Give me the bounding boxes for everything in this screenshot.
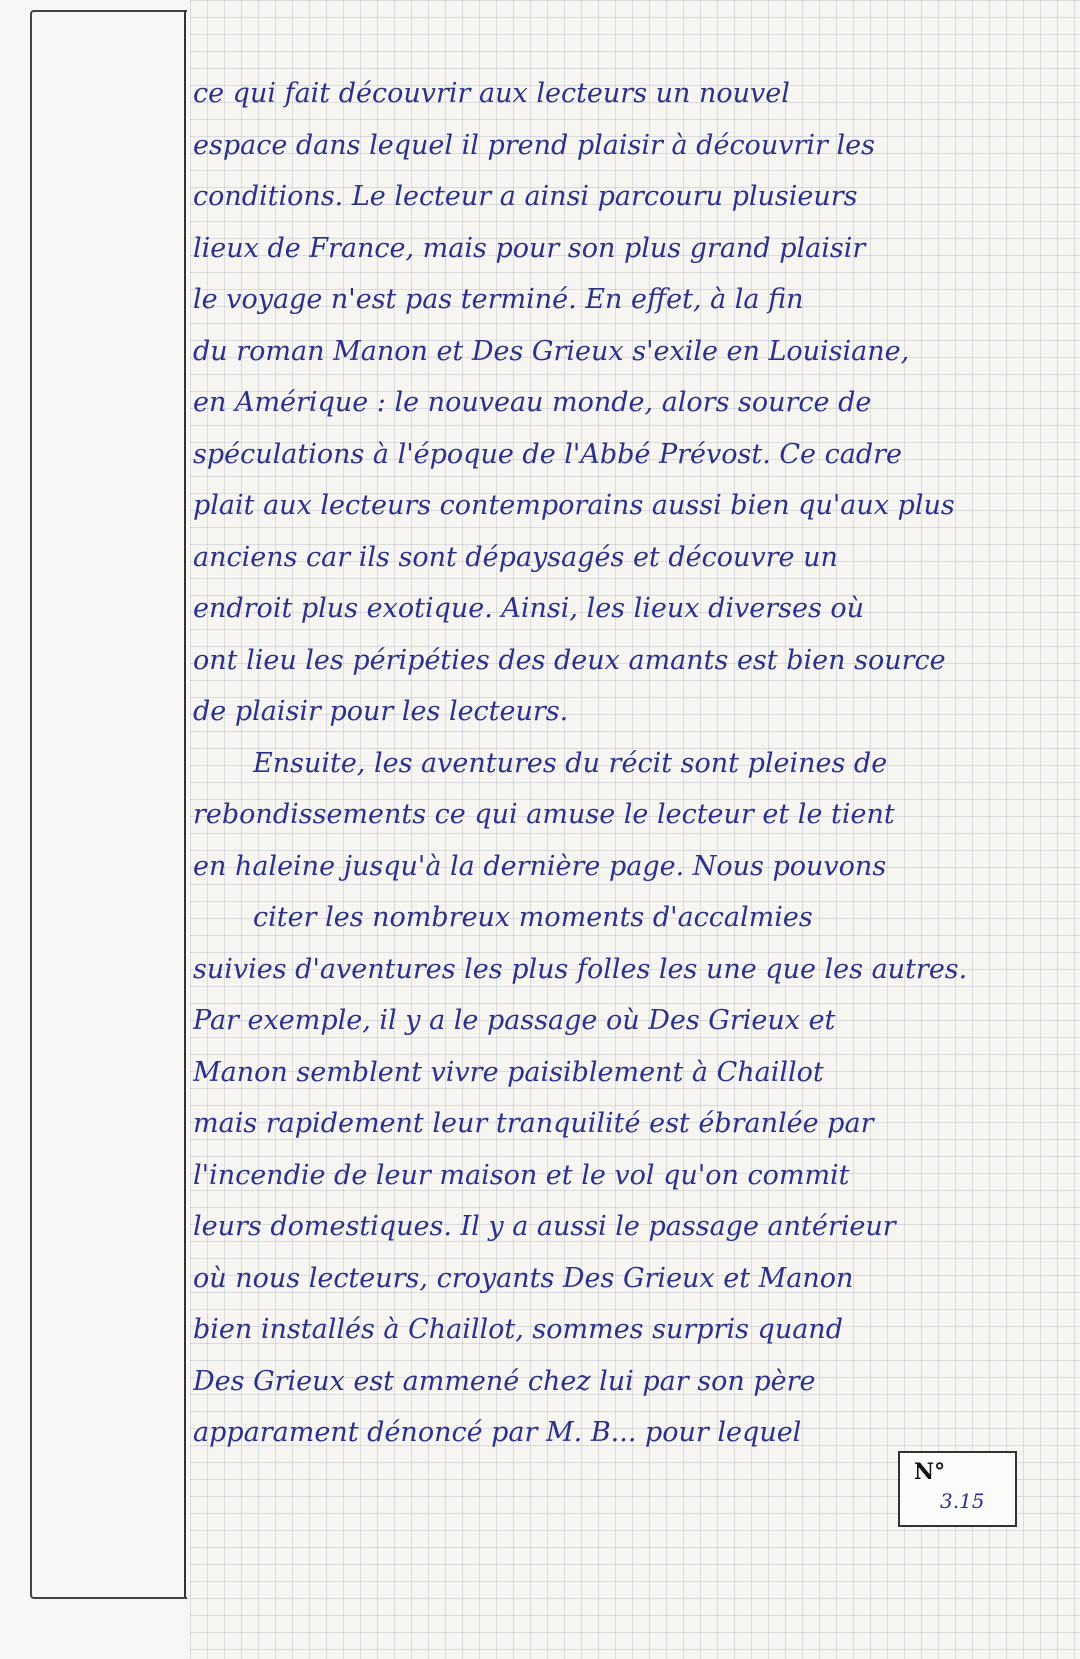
- text-line: plait aux lecteurs contemporains aussi bien qu'aux plus: [193, 490, 955, 521]
- text-line: ont lieu les péripéties des deux amants est bien source: [193, 644, 946, 676]
- text-line: rebondissements ce qui amuse le lecteur et le tient: [193, 799, 895, 830]
- text-line: en Amérique : le nouveau monde, alors source de: [193, 387, 872, 418]
- text-line: du roman Manon et Des Grieux s'exile en Louisiane,: [193, 335, 910, 367]
- text-line: Ensuite, les aventures du récit sont pleines de: [253, 747, 888, 779]
- text-line: où nous lecteurs, croyants Des Grieux et Manon: [193, 1262, 854, 1294]
- page-number-label: N°: [914, 1459, 946, 1485]
- text-line: ce qui fait découvrir aux lecteurs un nouvel: [193, 78, 790, 109]
- text-line: citer les nombreux moments d'accalmies: [253, 902, 813, 933]
- text-line: l'incendie de leur maison et le vol qu'on commit: [193, 1159, 850, 1191]
- text-line: Des Grieux est ammené chez lui par son père: [193, 1365, 816, 1397]
- margin-frame: [30, 10, 187, 1599]
- page-number-box: [898, 1451, 1017, 1527]
- text-line: Par exemple, il y a le passage où Des Grieux et: [193, 1005, 836, 1036]
- text-line: le voyage n'est pas terminé. En effet, à la fin: [193, 284, 804, 315]
- text-line: de plaisir pour les lecteurs.: [193, 696, 569, 727]
- text-line: conditions. Le lecteur a ainsi parcouru plusieurs: [193, 181, 858, 212]
- text-line: lieux de France, mais pour son plus grand plaisir: [193, 232, 866, 264]
- text-line: bien installés à Chaillot, sommes surpris quand: [193, 1314, 843, 1345]
- page-number-value: 3.15: [940, 1489, 985, 1513]
- text-line: mais rapidement leur tranquilité est ébranlée par: [193, 1108, 874, 1139]
- text-line: anciens car ils sont dépaysagés et découvre un: [193, 541, 838, 573]
- text-line: spéculations à l'époque de l'Abbé Prévost. Ce cadre: [193, 438, 902, 470]
- text-line: apparament dénoncé par M. B... pour lequel: [193, 1417, 802, 1448]
- text-line: suivies d'aventures les plus folles les une que les autres.: [193, 953, 968, 985]
- text-line: Manon semblent vivre paisiblement à Chaillot: [193, 1056, 824, 1088]
- text-line: leurs domestiques. Il y a aussi le passage antérieur: [193, 1211, 896, 1242]
- text-line: espace dans lequel il prend plaisir à découvrir les: [193, 129, 875, 161]
- text-line: endroit plus exotique. Ainsi, les lieux diverses où: [193, 593, 865, 624]
- text-line: en haleine jusqu'à la dernière page. Nous pouvons: [193, 850, 887, 882]
- margin-line: [184, 10, 186, 1597]
- handwritten-text: [193, 68, 1038, 1459]
